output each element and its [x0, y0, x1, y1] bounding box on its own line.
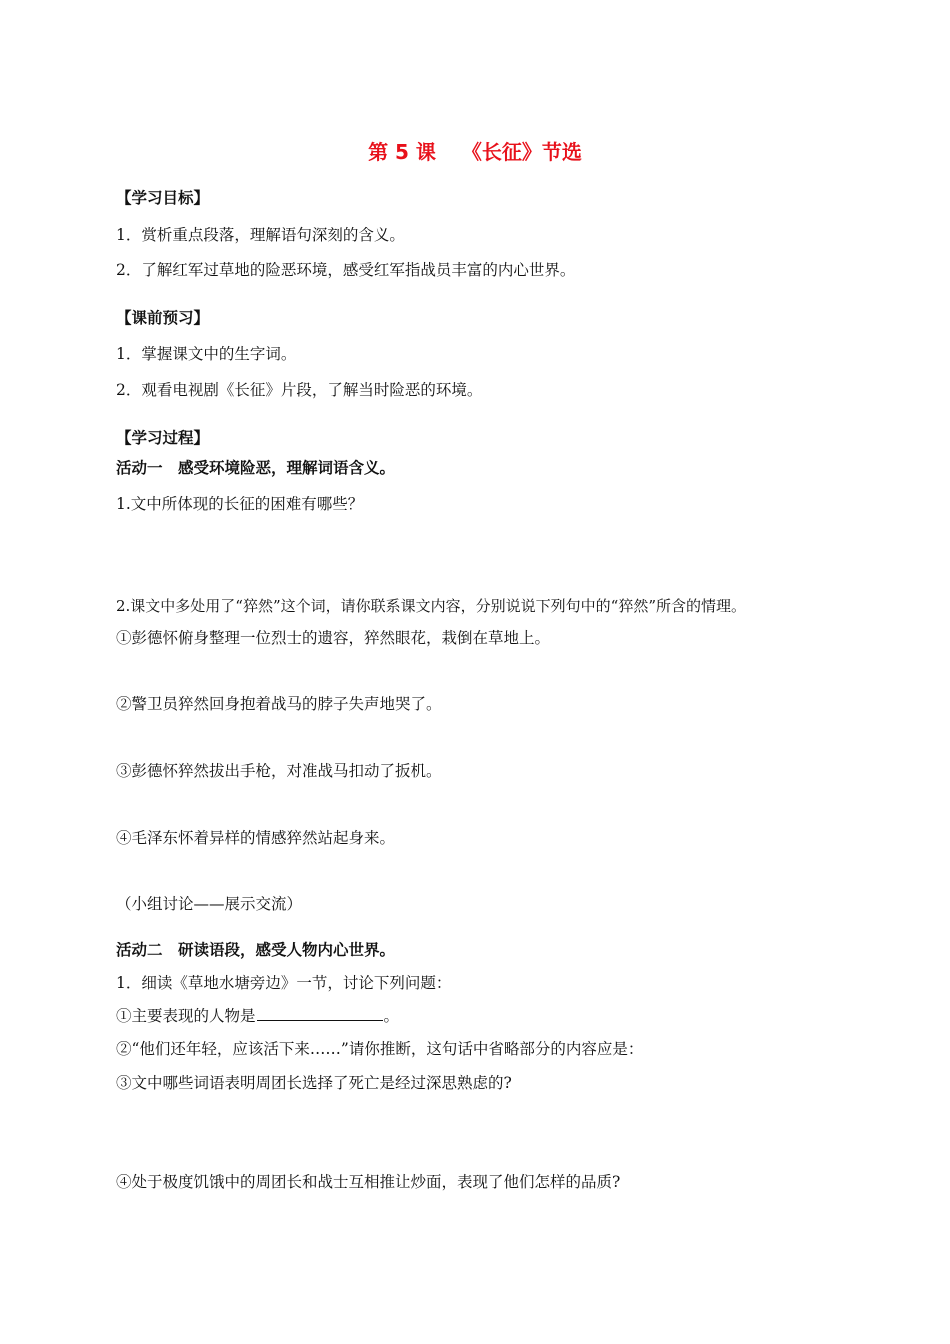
activity2-question-1: 1．细读《草地水塘旁边》一节，讨论下列问题：	[116, 974, 452, 992]
sentence-item: ②警卫员猝然回身抱着战马的脖子失声地哭了。	[116, 695, 442, 713]
objectives-heading: 【学习目标】	[116, 189, 210, 207]
process-heading: 【学习过程】	[116, 429, 210, 447]
lesson-number: 第 5 课	[368, 140, 436, 164]
activity1-question-2: 2.课文中多处用了“猝然”这个词，请你联系课文内容，分别说说下列句中的“猝然”所含的情理。	[116, 597, 746, 615]
activity1-heading: 活动一 感受环境险恶，理解词语含义。	[116, 459, 396, 477]
sub1-end: 。	[383, 1007, 400, 1025]
objective-item: 1．赏析重点段落，理解语句深刻的含义。	[116, 226, 405, 244]
activity2-sub-3: ③文中哪些词语表明周团长选择了死亡是经过深思熟虑的?	[116, 1074, 512, 1092]
sentence-item: ①彭德怀俯身整理一位烈士的遗容，猝然眼花，栽倒在草地上。	[116, 629, 551, 647]
sentence-item: ④毛泽东怀着异样的情感猝然站起身来。	[116, 829, 396, 847]
sentence-item: ③彭德怀猝然拔出手枪，对准战马扣动了扳机。	[116, 762, 442, 780]
activity1-question-1: 1.文中所体现的长征的困难有哪些？	[116, 495, 364, 513]
activity2-sub-4: ④处于极度饥饿中的周团长和战士互相推让炒面，表现了他们怎样的品质?	[116, 1173, 621, 1191]
activity2-sub-1	[116, 1006, 399, 1026]
activity2-heading: 活动二 研读语段，感受人物内心世界。	[116, 941, 396, 959]
sub1-text: ①主要表现的人物是	[116, 1007, 256, 1025]
preview-item: 1．掌握课文中的生字词。	[116, 345, 297, 363]
lesson-name: 《长征》节选	[461, 140, 582, 164]
activity2-sub-2: ②“他们还年轻，应该活下来……”请你推断，这句话中省略部分的内容应是：	[116, 1040, 644, 1058]
discussion-note: （小组讨论——展示交流）	[116, 895, 303, 913]
objective-item: 2．了解红军过草地的险恶环境，感受红军指战员丰富的内心世界。	[116, 261, 576, 279]
preview-item: 2．观看电视剧《长征》片段，了解当时险恶的环境。	[116, 381, 483, 399]
preview-heading: 【课前预习】	[116, 309, 210, 327]
lesson-title	[0, 136, 950, 165]
answer-blank[interactable]	[257, 1006, 383, 1021]
